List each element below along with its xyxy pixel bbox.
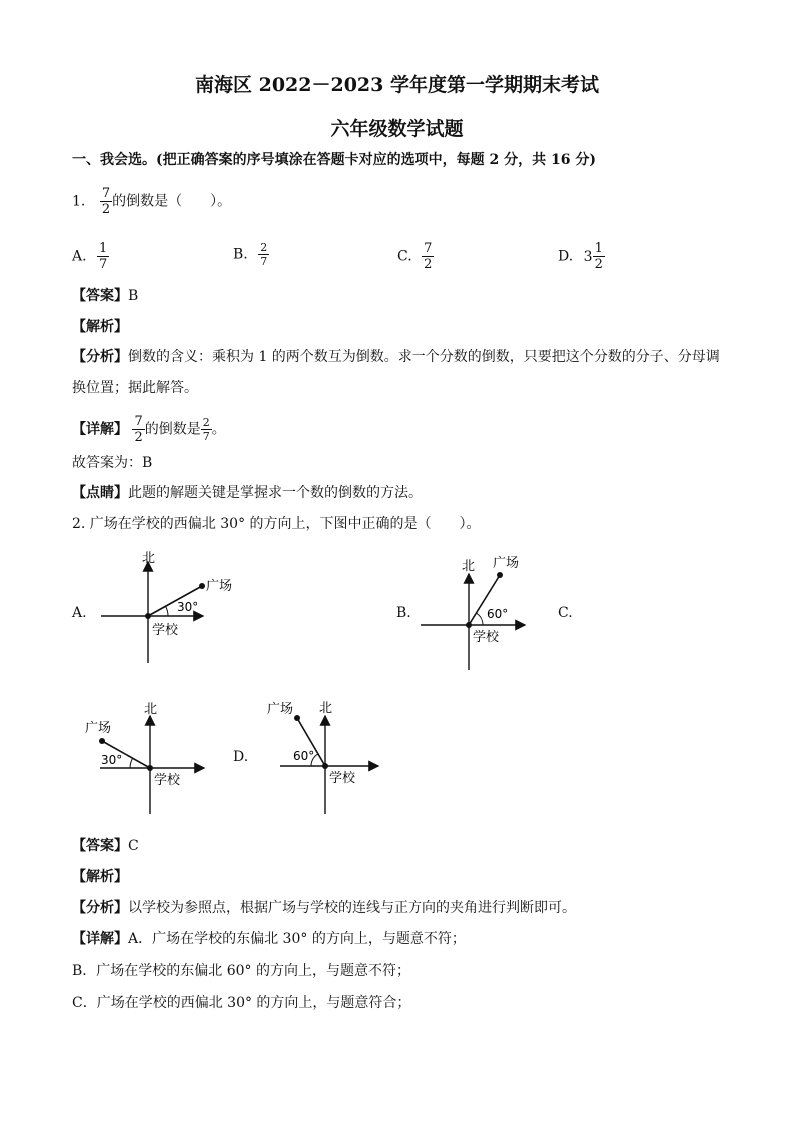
diagram-a — [95, 548, 245, 668]
detail-a-text: A．广场在学校的东偏北 30° 的方向上，与题意不符； — [128, 931, 466, 947]
square-label: 广场 — [267, 702, 294, 717]
analysis-tag-2: 【解析】 — [72, 869, 128, 885]
fraction-numerator: 7 — [101, 186, 111, 201]
school-label: 学校 — [329, 771, 356, 786]
answer-value: C — [128, 838, 139, 854]
school-label: 学校 — [152, 623, 179, 638]
square-point — [294, 715, 300, 721]
fraction-numerator: 7 — [424, 241, 433, 256]
xiangjie-tag: 【详解】 — [72, 931, 128, 947]
question-1-stem — [72, 186, 231, 217]
option-c — [397, 241, 434, 272]
square-point — [497, 572, 503, 578]
dianjing-tag: 【点睛】 — [72, 485, 128, 501]
option-label: B. — [233, 246, 248, 263]
fraction-denominator: 7 — [202, 430, 210, 443]
fraction-denominator: 7 — [99, 257, 108, 272]
school-point — [145, 613, 151, 619]
north-label: 北 — [142, 551, 156, 566]
school-label: 学校 — [154, 773, 181, 788]
angle-label: 60° — [293, 749, 315, 763]
fenxi-tag: 【分析】 — [72, 349, 128, 365]
angle-arc — [476, 613, 483, 625]
fraction-numerator: 2 — [260, 241, 268, 254]
square-label: 广场 — [85, 721, 112, 736]
answer-tag: 【答案】 — [72, 288, 128, 304]
diagram-option-c-label: C. — [558, 605, 573, 621]
fraction-denominator: 2 — [594, 257, 603, 272]
option-label: A. — [72, 248, 87, 265]
square-point — [99, 738, 105, 744]
option-fraction — [593, 241, 605, 272]
fraction-denominator: 2 — [424, 257, 433, 272]
stem-fraction — [100, 186, 112, 217]
diagram-option-b-label: B. — [396, 605, 411, 621]
fenxi-text: 倒数的含义：乘积为 1 的两个数互为倒数。求一个分数的倒数，只要把这个分数的分子、分母调换位置；据此解答。 — [72, 349, 720, 396]
detail-a-line — [72, 929, 466, 949]
fraction-denominator: 7 — [260, 255, 268, 268]
school-point — [466, 622, 472, 628]
diagram-option-a-label: A. — [72, 605, 87, 621]
school-point — [322, 763, 328, 769]
question-2-stem: 2. 广场在学校的西偏北 30° 的方向上，下图中正确的是（ ）。 — [72, 516, 481, 532]
analysis-fenxi-2 — [72, 898, 576, 918]
option-fraction — [422, 241, 434, 272]
page-subtitle: 六年级数学试题 — [330, 118, 464, 140]
page-title: 南海区 2022－2023 学年度第一学期期末考试 — [195, 74, 599, 96]
school-label: 学校 — [473, 630, 500, 645]
angle-label: 60° — [487, 607, 509, 621]
fraction-numerator: 2 — [202, 416, 210, 429]
answer-line — [72, 286, 138, 306]
angle-arc — [166, 606, 169, 616]
fenxi-text: 以学校为参照点，根据广场与学校的连线与正方向的夹角进行判断即可。 — [128, 900, 576, 916]
option-a — [72, 241, 109, 272]
diagram-b — [415, 552, 535, 674]
detail-fraction-2 — [201, 416, 212, 443]
answer-tag: 【答案】 — [72, 838, 128, 854]
xiangjie-tag: 【详解】 — [72, 421, 128, 438]
square-label: 广场 — [493, 556, 520, 571]
north-label: 北 — [319, 701, 333, 716]
detail-end: 。 — [211, 421, 226, 438]
question-1-text: 的倒数是（ ）。 — [112, 193, 232, 210]
dianjing-line — [72, 483, 422, 503]
square-label: 广场 — [206, 579, 233, 594]
answer-line-2 — [72, 836, 139, 856]
north-label: 北 — [462, 559, 476, 574]
diagram-option-d-label: D. — [233, 749, 249, 765]
answer-value: B — [128, 288, 139, 304]
option-label: D. — [558, 248, 574, 265]
detail-fraction-1 — [132, 414, 144, 445]
fraction-denominator: 2 — [134, 430, 143, 445]
option-d — [558, 241, 605, 272]
option-label: C. — [397, 248, 412, 265]
school-point — [147, 765, 153, 771]
question-number: 1. — [72, 193, 86, 210]
option-fraction — [258, 241, 269, 268]
angle-label: 30° — [177, 600, 199, 614]
dianjing-text: 此题的解题关键是掌握求一个数的倒数的方法。 — [128, 485, 422, 501]
angle-arc — [130, 758, 133, 768]
analysis-tag: 【解析】 — [72, 319, 128, 335]
detail-line — [72, 414, 226, 445]
fraction-denominator: 2 — [101, 202, 111, 217]
diagram-d — [262, 698, 386, 816]
north-label: 北 — [144, 702, 158, 717]
fraction-numerator: 1 — [99, 241, 108, 256]
option-fraction — [97, 241, 109, 272]
mixed-whole: 3 — [583, 248, 593, 265]
conclusion: 故答案为：B — [72, 455, 153, 471]
detail-mid-text: 的倒数是 — [144, 421, 201, 438]
analysis-fenxi — [72, 342, 724, 404]
fraction-numerator: 7 — [134, 414, 143, 429]
section-heading: 一、我会选。(把正确答案的序号填涂在答题卡对应的选项中，每题 2 分，共 16 分) — [72, 152, 596, 168]
diagram-c — [82, 698, 212, 816]
fraction-numerator: 1 — [594, 241, 603, 256]
detail-c-line: C．广场在学校的西偏北 30° 的方向上，与题意符合； — [72, 995, 411, 1011]
detail-b-line: B．广场在学校的东偏北 60° 的方向上，与题意不符； — [72, 963, 411, 979]
option-b — [233, 241, 269, 268]
fenxi-tag: 【分析】 — [72, 900, 128, 916]
square-point — [199, 583, 205, 589]
angle-label: 30° — [101, 753, 123, 767]
